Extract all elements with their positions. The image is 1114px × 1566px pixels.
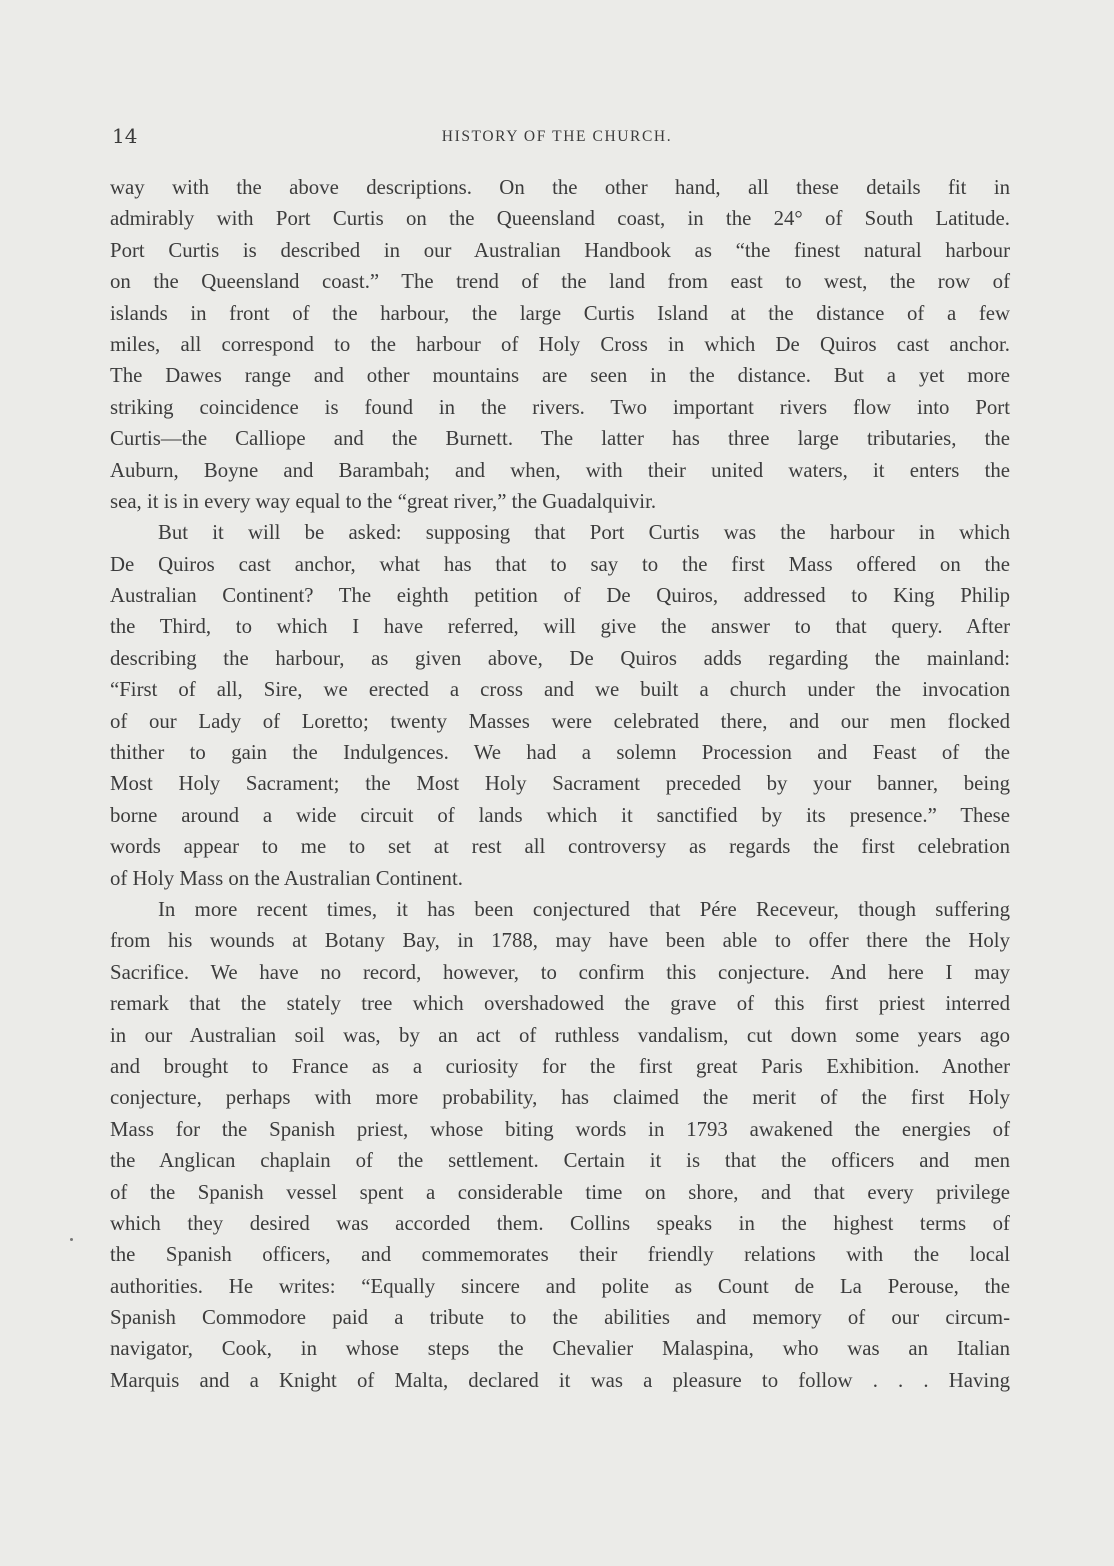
body-text [110,172,1010,1396]
paragraph-2 [110,517,1010,894]
text-line: sea, it is in every way equal to the “great river,” the Guadalquivir. [110,489,657,513]
text-line: Most Holy Sacrament; the Most Holy Sacrament preceded by your banner, being [110,772,1010,796]
text-line: and brought to France as a curiosity for the first great Paris Exhibition. Another [110,1054,1010,1078]
text-line: Mass for the Spanish priest, whose biting words in 1793 awakened the energies of [110,1117,1010,1141]
text-line: thither to gain the Indulgences. We had a solemn Procession and Feast of the [110,741,1010,765]
text-line: navigator, Cook, in whose steps the Chevalier Malaspina, who was an Italian [110,1337,1010,1361]
page-number: 14 [112,124,138,148]
paragraph-1 [110,172,1010,517]
text-line: miles, all correspond to the harbour of Holy Cross in which De Quiros cast anchor. [110,332,1010,356]
text-line: remark that the stately tree which overshadowed the grave of this first priest interred [110,992,1010,1016]
text-line: authorities. He writes: “Equally sincere and polite as Count de La Perouse, the [110,1274,1010,1298]
paragraph-3 [110,894,1010,1396]
text-line: of Holy Mass on the Australian Continent. [110,866,463,890]
text-line: admirably with Port Curtis on the Queensland coast, in the 24° of South Latitude. [110,207,1010,231]
text-line: of the Spanish vessel spent a considerable time on shore, and that every privilege [110,1180,1010,1204]
text-line: of our Lady of Loretto; twenty Masses were celebrated there, and our men flocked [110,709,1010,733]
running-head: HISTORY OF THE CHURCH. [441,128,673,145]
text-line: islands in front of the harbour, the large Curtis Island at the distance of a few [110,301,1010,325]
text-line: which they desired was accorded them. Collins speaks in the highest terms of [110,1211,1010,1235]
text-line: describing the harbour, as given above, De Quiros adds regarding the mainland: [110,646,1010,670]
text-line: way with the above descriptions. On the other hand, all these details fit in [110,176,1010,199]
text-line: “First of all, Sire, we erected a cross and we built a church under the invocation [110,678,1010,702]
text-line: in our Australian soil was, by an act of ruthless vandalism, cut down some years ago [110,1023,1010,1047]
text-line: Marquis and a Knight of Malta, declared it was a pleasure to follow . . . Having [110,1368,1010,1392]
text-line: The Dawes range and other mountains are seen in the distance. But a yet more [110,364,1010,388]
text-line: Auburn, Boyne and Barambah; and when, with their united waters, it enters the [110,458,1010,482]
text-line: Australian Continent? The eighth petition of De Quiros, addressed to King Philip [110,584,1010,608]
text-line: the Spanish officers, and commemorates their friendly relations with the local [110,1243,1010,1267]
text-line: Spanish Commodore paid a tribute to the abilities and memory of our circum- [110,1306,1010,1330]
text-line: Curtis—the Calliope and the Burnett. The latter has three large tributaries, the [110,427,1010,451]
text-line: In more recent times, it has been conjectured that Pére Receveur, though suffering [158,897,1010,921]
text-line: on the Queensland coast.” The trend of the land from east to west, the row of [110,270,1010,294]
text-line: the Anglican chaplain of the settlement. Certain it is that the officers and men [110,1149,1010,1173]
print-speck [70,1238,73,1241]
text-line: from his wounds at Botany Bay, in 1788, may have been able to offer there the Holy [110,929,1010,953]
text-line: striking coincidence is found in the rivers. Two important rivers flow into Port [110,395,1010,419]
text-line: Sacrifice. We have no record, however, to confirm this conjecture. And here I may [110,960,1010,984]
text-line: borne around a wide circuit of lands which it sanctified by its presence.” These [110,803,1010,827]
text-line: the Third, to which I have referred, will give the answer to that query. After [110,615,1010,639]
text-line: conjecture, perhaps with more probability, has claimed the merit of the first Holy [110,1086,1010,1110]
text-line: words appear to me to set at rest all controversy as regards the first celebration [110,835,1010,859]
text-line: But it will be asked: supposing that Port Curtis was the harbour in which [158,521,1010,545]
text-line: Port Curtis is described in our Australian Handbook as “the finest natural harbour [110,238,1010,262]
text-line: De Quiros cast anchor, what has that to say to the first Mass offered on the [110,552,1010,576]
